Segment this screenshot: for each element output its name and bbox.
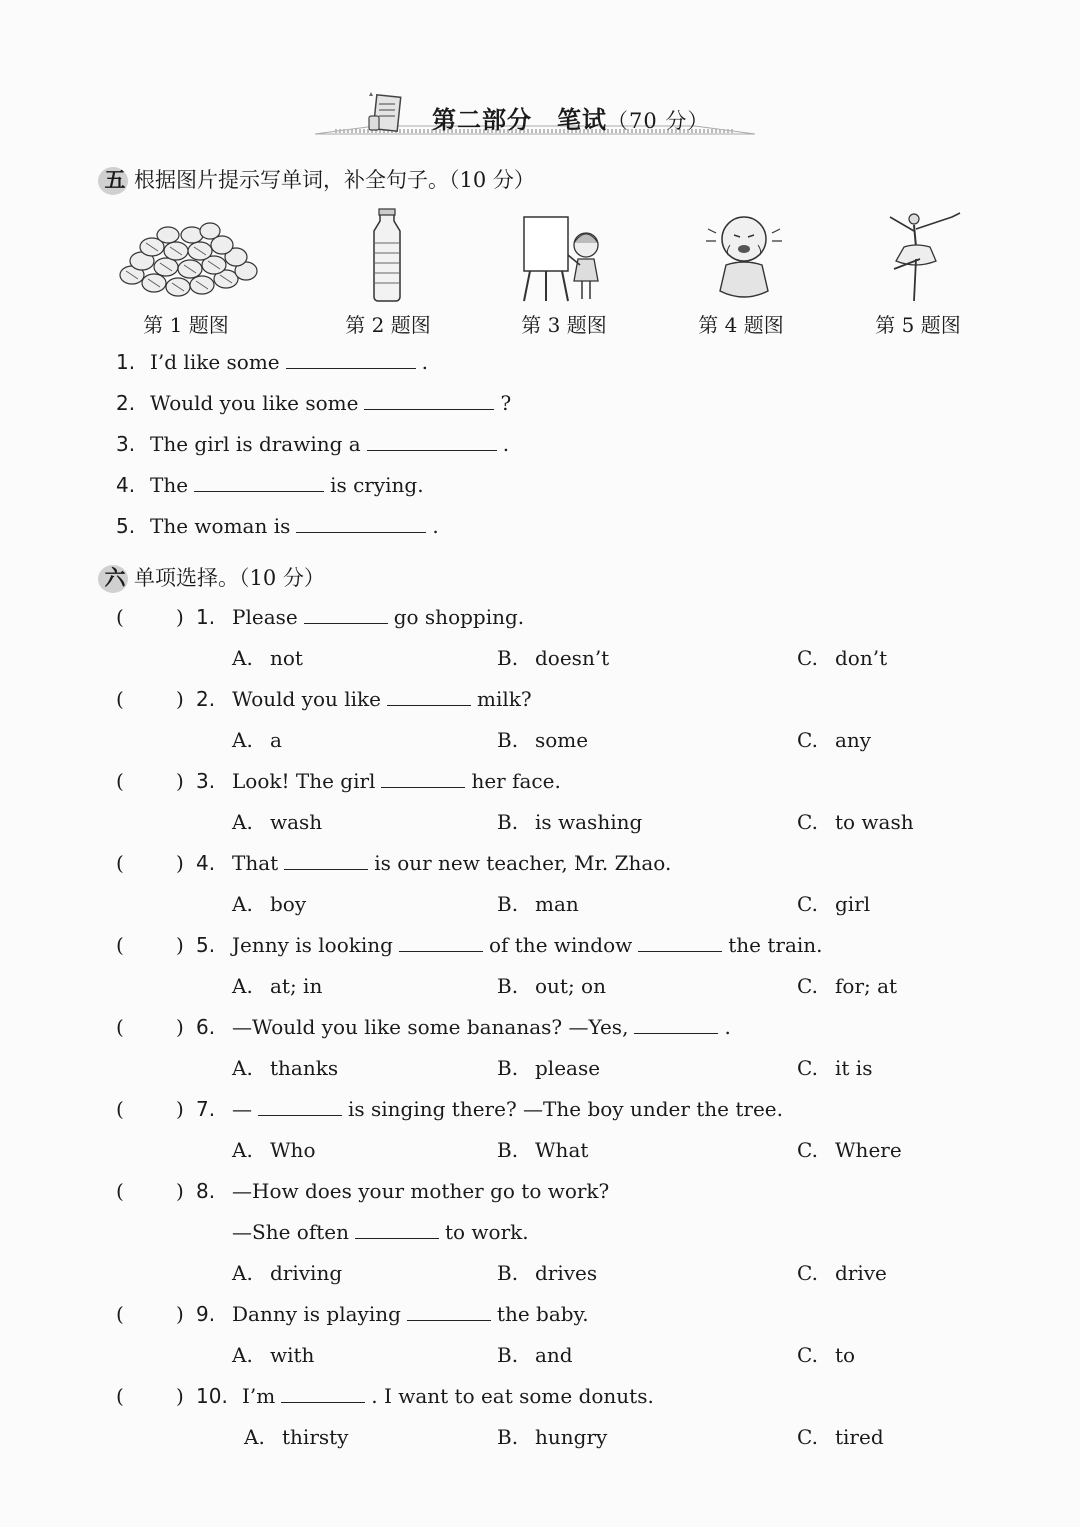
option-text: driving — [270, 1261, 343, 1285]
option-text: What — [535, 1138, 589, 1162]
section-five-heading — [100, 164, 535, 195]
option-letter: A. — [232, 1261, 253, 1285]
question-text: is singing there? —The boy under the tree. — [348, 1097, 783, 1121]
question-text: go shopping. — [393, 605, 525, 629]
choice-question-7 — [116, 1097, 783, 1121]
option-a[interactable] — [232, 1261, 342, 1285]
answer-blank[interactable] — [407, 1302, 491, 1321]
choice-question-6 — [116, 1015, 731, 1039]
answer-blank[interactable] — [258, 1097, 342, 1116]
option-c[interactable] — [797, 1056, 872, 1080]
option-letter: B. — [497, 974, 519, 998]
option-letter: C. — [797, 646, 818, 670]
answer-blank[interactable] — [281, 1384, 365, 1403]
option-text: it is — [835, 1056, 873, 1080]
option-text: please — [535, 1056, 601, 1080]
water-bottle-picture — [312, 205, 462, 305]
option-text: thirsty — [282, 1425, 349, 1449]
option-letter: C. — [797, 1138, 818, 1162]
option-text: man — [535, 892, 579, 916]
option-letter: B. — [497, 1056, 519, 1080]
option-text: Who — [270, 1138, 316, 1162]
question-text: The girl is drawing a — [150, 432, 361, 456]
option-letter: B. — [497, 1343, 519, 1367]
answer-parentheses[interactable]: ( ) — [116, 769, 184, 793]
option-text: tired — [835, 1425, 884, 1449]
option-text: thanks — [270, 1056, 339, 1080]
picture-caption-2: 第 2 题图 — [345, 313, 431, 337]
option-text: hungry — [535, 1425, 608, 1449]
option-letter: A. — [244, 1425, 265, 1449]
part-score: （70 分） — [607, 109, 710, 133]
crying-baby-picture — [666, 205, 816, 305]
option-letter: A. — [232, 1138, 253, 1162]
option-text: some — [535, 728, 589, 752]
option-letter: A. — [232, 974, 253, 998]
question-number: 1. — [116, 350, 136, 374]
option-letter: B. — [497, 892, 519, 916]
option-text: is washing — [535, 810, 643, 834]
choice-question-8-line2 — [232, 1220, 529, 1244]
answer-blank[interactable] — [387, 687, 471, 706]
choice-question-1 — [116, 605, 524, 629]
option-letter: B. — [497, 728, 519, 752]
option-letter: A. — [232, 1343, 253, 1367]
question-text: —How does your mother go to work? — [232, 1179, 610, 1203]
question-number: 2. — [196, 687, 216, 711]
option-letter: A. — [232, 1056, 253, 1080]
answer-blank[interactable] — [381, 769, 465, 788]
answer-blank[interactable] — [296, 514, 426, 533]
picture-caption-5: 第 5 题图 — [875, 313, 961, 337]
answer-blank[interactable] — [194, 473, 324, 492]
option-b[interactable] — [497, 1261, 597, 1285]
girl-drawing-picture — [490, 205, 640, 305]
option-a[interactable] — [232, 1056, 338, 1080]
choice-question-5 — [116, 933, 823, 957]
option-letter: B. — [497, 1261, 519, 1285]
option-a[interactable] — [232, 892, 306, 916]
question-text: . — [502, 432, 510, 456]
answer-blank[interactable] — [284, 851, 368, 870]
question-number: 10. — [196, 1384, 228, 1408]
notebook-icon — [369, 92, 401, 131]
option-a[interactable] — [232, 728, 282, 752]
option-c[interactable] — [797, 892, 870, 916]
question-number: 6. — [196, 1015, 216, 1039]
option-text: Where — [835, 1138, 902, 1162]
question-text: her face. — [471, 769, 561, 793]
part-title — [432, 100, 709, 135]
option-c[interactable] — [797, 1343, 855, 1367]
option-letter: B. — [497, 1138, 519, 1162]
option-text: at; in — [270, 974, 323, 998]
question-text: . — [432, 514, 439, 538]
question-text: —She often — [232, 1220, 349, 1244]
option-c[interactable] — [797, 728, 871, 752]
question-text: — — [232, 1097, 252, 1121]
question-number: 4. — [116, 473, 136, 497]
option-text: to wash — [835, 810, 914, 834]
option-b[interactable] — [497, 728, 588, 752]
fill-question-1 — [116, 350, 428, 374]
section-score: （10 分） — [239, 566, 325, 590]
option-b[interactable] — [497, 1138, 588, 1162]
question-text: Would you like — [232, 687, 382, 711]
question-number: 4. — [196, 851, 216, 875]
answer-parentheses[interactable]: ( ) — [116, 1179, 184, 1203]
choice-question-2 — [116, 687, 532, 711]
question-text: —Would you like some bananas? —Yes, — [232, 1015, 629, 1039]
question-number: 1. — [196, 605, 216, 629]
option-a[interactable] — [232, 1138, 315, 1162]
question-number: 5. — [196, 933, 216, 957]
answer-parentheses[interactable]: ( ) — [116, 1302, 184, 1326]
option-letter: C. — [797, 1425, 818, 1449]
option-a[interactable] — [232, 1343, 314, 1367]
question-text: is our new teacher, Mr. Zhao. — [374, 851, 672, 875]
answer-parentheses[interactable]: ( ) — [116, 851, 184, 875]
question-text: Please — [232, 605, 298, 629]
picture-caption-3: 第 3 题图 — [521, 313, 607, 337]
answer-blank[interactable] — [634, 1015, 718, 1034]
option-letter: B. — [497, 646, 519, 670]
answer-blank[interactable] — [355, 1220, 439, 1239]
choice-question-10 — [116, 1384, 654, 1408]
option-a[interactable] — [232, 646, 303, 670]
candy-pile-picture — [112, 205, 262, 305]
answer-parentheses[interactable]: ( ) — [116, 1015, 184, 1039]
ballet-dancer-picture — [844, 205, 994, 305]
question-text: The woman is — [150, 514, 291, 538]
option-text: drive — [835, 1261, 887, 1285]
option-text: out; on — [535, 974, 606, 998]
answer-blank[interactable] — [638, 933, 722, 952]
option-c[interactable] — [797, 810, 914, 834]
option-letter: C. — [797, 1343, 818, 1367]
section-instruction: 单项选择。 — [134, 566, 239, 590]
question-text: of the window — [488, 933, 633, 957]
option-b[interactable] — [497, 646, 609, 670]
option-text: for; at — [835, 974, 898, 998]
option-letter: B. — [497, 810, 519, 834]
option-c[interactable] — [797, 1425, 884, 1449]
option-b[interactable] — [497, 892, 579, 916]
option-c[interactable] — [797, 1138, 902, 1162]
option-c[interactable] — [797, 974, 897, 998]
option-letter: C. — [797, 1056, 818, 1080]
option-letter: C. — [797, 728, 818, 752]
option-letter: A. — [232, 810, 253, 834]
question-text: the baby. — [496, 1302, 589, 1326]
question-text: That — [232, 851, 279, 875]
choice-question-4 — [116, 851, 671, 875]
answer-blank[interactable] — [364, 391, 494, 410]
option-text: with — [270, 1343, 315, 1367]
option-letter: B. — [497, 1425, 519, 1449]
answer-parentheses[interactable]: ( ) — [116, 687, 184, 711]
option-text: girl — [835, 892, 871, 916]
option-text: drives — [535, 1261, 598, 1285]
option-text: don’t — [835, 646, 888, 670]
option-c[interactable] — [797, 1261, 887, 1285]
question-text: The — [150, 473, 189, 497]
answer-parentheses[interactable]: ( ) — [116, 933, 184, 957]
fill-question-3 — [116, 432, 509, 456]
question-text: the train. — [728, 933, 823, 957]
option-text: not — [270, 646, 303, 670]
picture-caption-4: 第 4 题图 — [698, 313, 784, 337]
option-text: and — [535, 1343, 573, 1367]
option-text: a — [270, 728, 282, 752]
answer-parentheses[interactable]: ( ) — [116, 1097, 184, 1121]
option-c[interactable] — [797, 646, 887, 670]
section-instruction: 根据图片提示写单词，补全句子。 — [134, 168, 449, 192]
option-b[interactable] — [497, 810, 642, 834]
option-letter: A. — [232, 728, 253, 752]
option-text: doesn’t — [535, 646, 610, 670]
question-number: 3. — [196, 769, 216, 793]
choice-question-8 — [116, 1179, 609, 1203]
answer-blank[interactable] — [399, 933, 483, 952]
question-text: . I want to eat some donuts. — [371, 1384, 654, 1408]
question-number: 5. — [116, 514, 136, 538]
option-a[interactable] — [232, 810, 322, 834]
question-number: 2. — [116, 391, 136, 415]
option-letter: A. — [232, 892, 253, 916]
answer-parentheses[interactable]: ( ) — [116, 605, 184, 629]
option-b[interactable] — [497, 974, 606, 998]
question-text: Danny is playing — [232, 1302, 401, 1326]
option-letter: C. — [797, 974, 818, 998]
question-number: 8. — [196, 1179, 216, 1203]
fill-question-4 — [116, 473, 424, 497]
option-text: wash — [270, 810, 323, 834]
option-a[interactable] — [232, 974, 322, 998]
answer-parentheses[interactable]: ( ) — [116, 1384, 184, 1408]
section-score: （10 分） — [449, 168, 535, 192]
fill-question-2 — [116, 391, 511, 415]
question-text: milk? — [477, 687, 532, 711]
option-text: any — [835, 728, 872, 752]
part-title-text: 第二部分 笔试 — [432, 106, 607, 134]
option-text: to — [835, 1343, 856, 1367]
option-letter: C. — [797, 1261, 818, 1285]
answer-blank[interactable] — [286, 350, 416, 369]
answer-blank[interactable] — [304, 605, 388, 624]
question-text: Would you like some — [150, 391, 359, 415]
question-text: . — [421, 350, 428, 374]
question-number: 7. — [196, 1097, 216, 1121]
section-number-badge: 五 — [100, 165, 130, 195]
section-number-badge: 六 — [100, 563, 130, 593]
question-text: ? — [500, 391, 512, 415]
option-letter: C. — [797, 810, 818, 834]
answer-blank[interactable] — [367, 432, 497, 451]
question-text: to work. — [444, 1220, 529, 1244]
question-text: Jenny is looking — [232, 933, 393, 957]
option-text: boy — [270, 892, 307, 916]
fill-question-5 — [116, 514, 439, 538]
choice-question-3 — [116, 769, 561, 793]
choice-question-9 — [116, 1302, 589, 1326]
question-text: is crying. — [330, 473, 424, 497]
option-letter: A. — [232, 646, 253, 670]
question-number: 9. — [196, 1302, 216, 1326]
question-text: I’m — [242, 1384, 276, 1408]
option-b[interactable] — [497, 1343, 573, 1367]
question-text: Look! The girl — [232, 769, 376, 793]
section-six-heading — [100, 562, 325, 593]
question-text: . — [724, 1015, 731, 1039]
question-number: 3. — [116, 432, 136, 456]
question-text: I’d like some — [150, 350, 280, 374]
option-b[interactable] — [497, 1056, 600, 1080]
option-a[interactable] — [244, 1425, 348, 1449]
option-b[interactable] — [497, 1425, 607, 1449]
picture-caption-1: 第 1 题图 — [143, 313, 229, 337]
option-letter: C. — [797, 892, 818, 916]
